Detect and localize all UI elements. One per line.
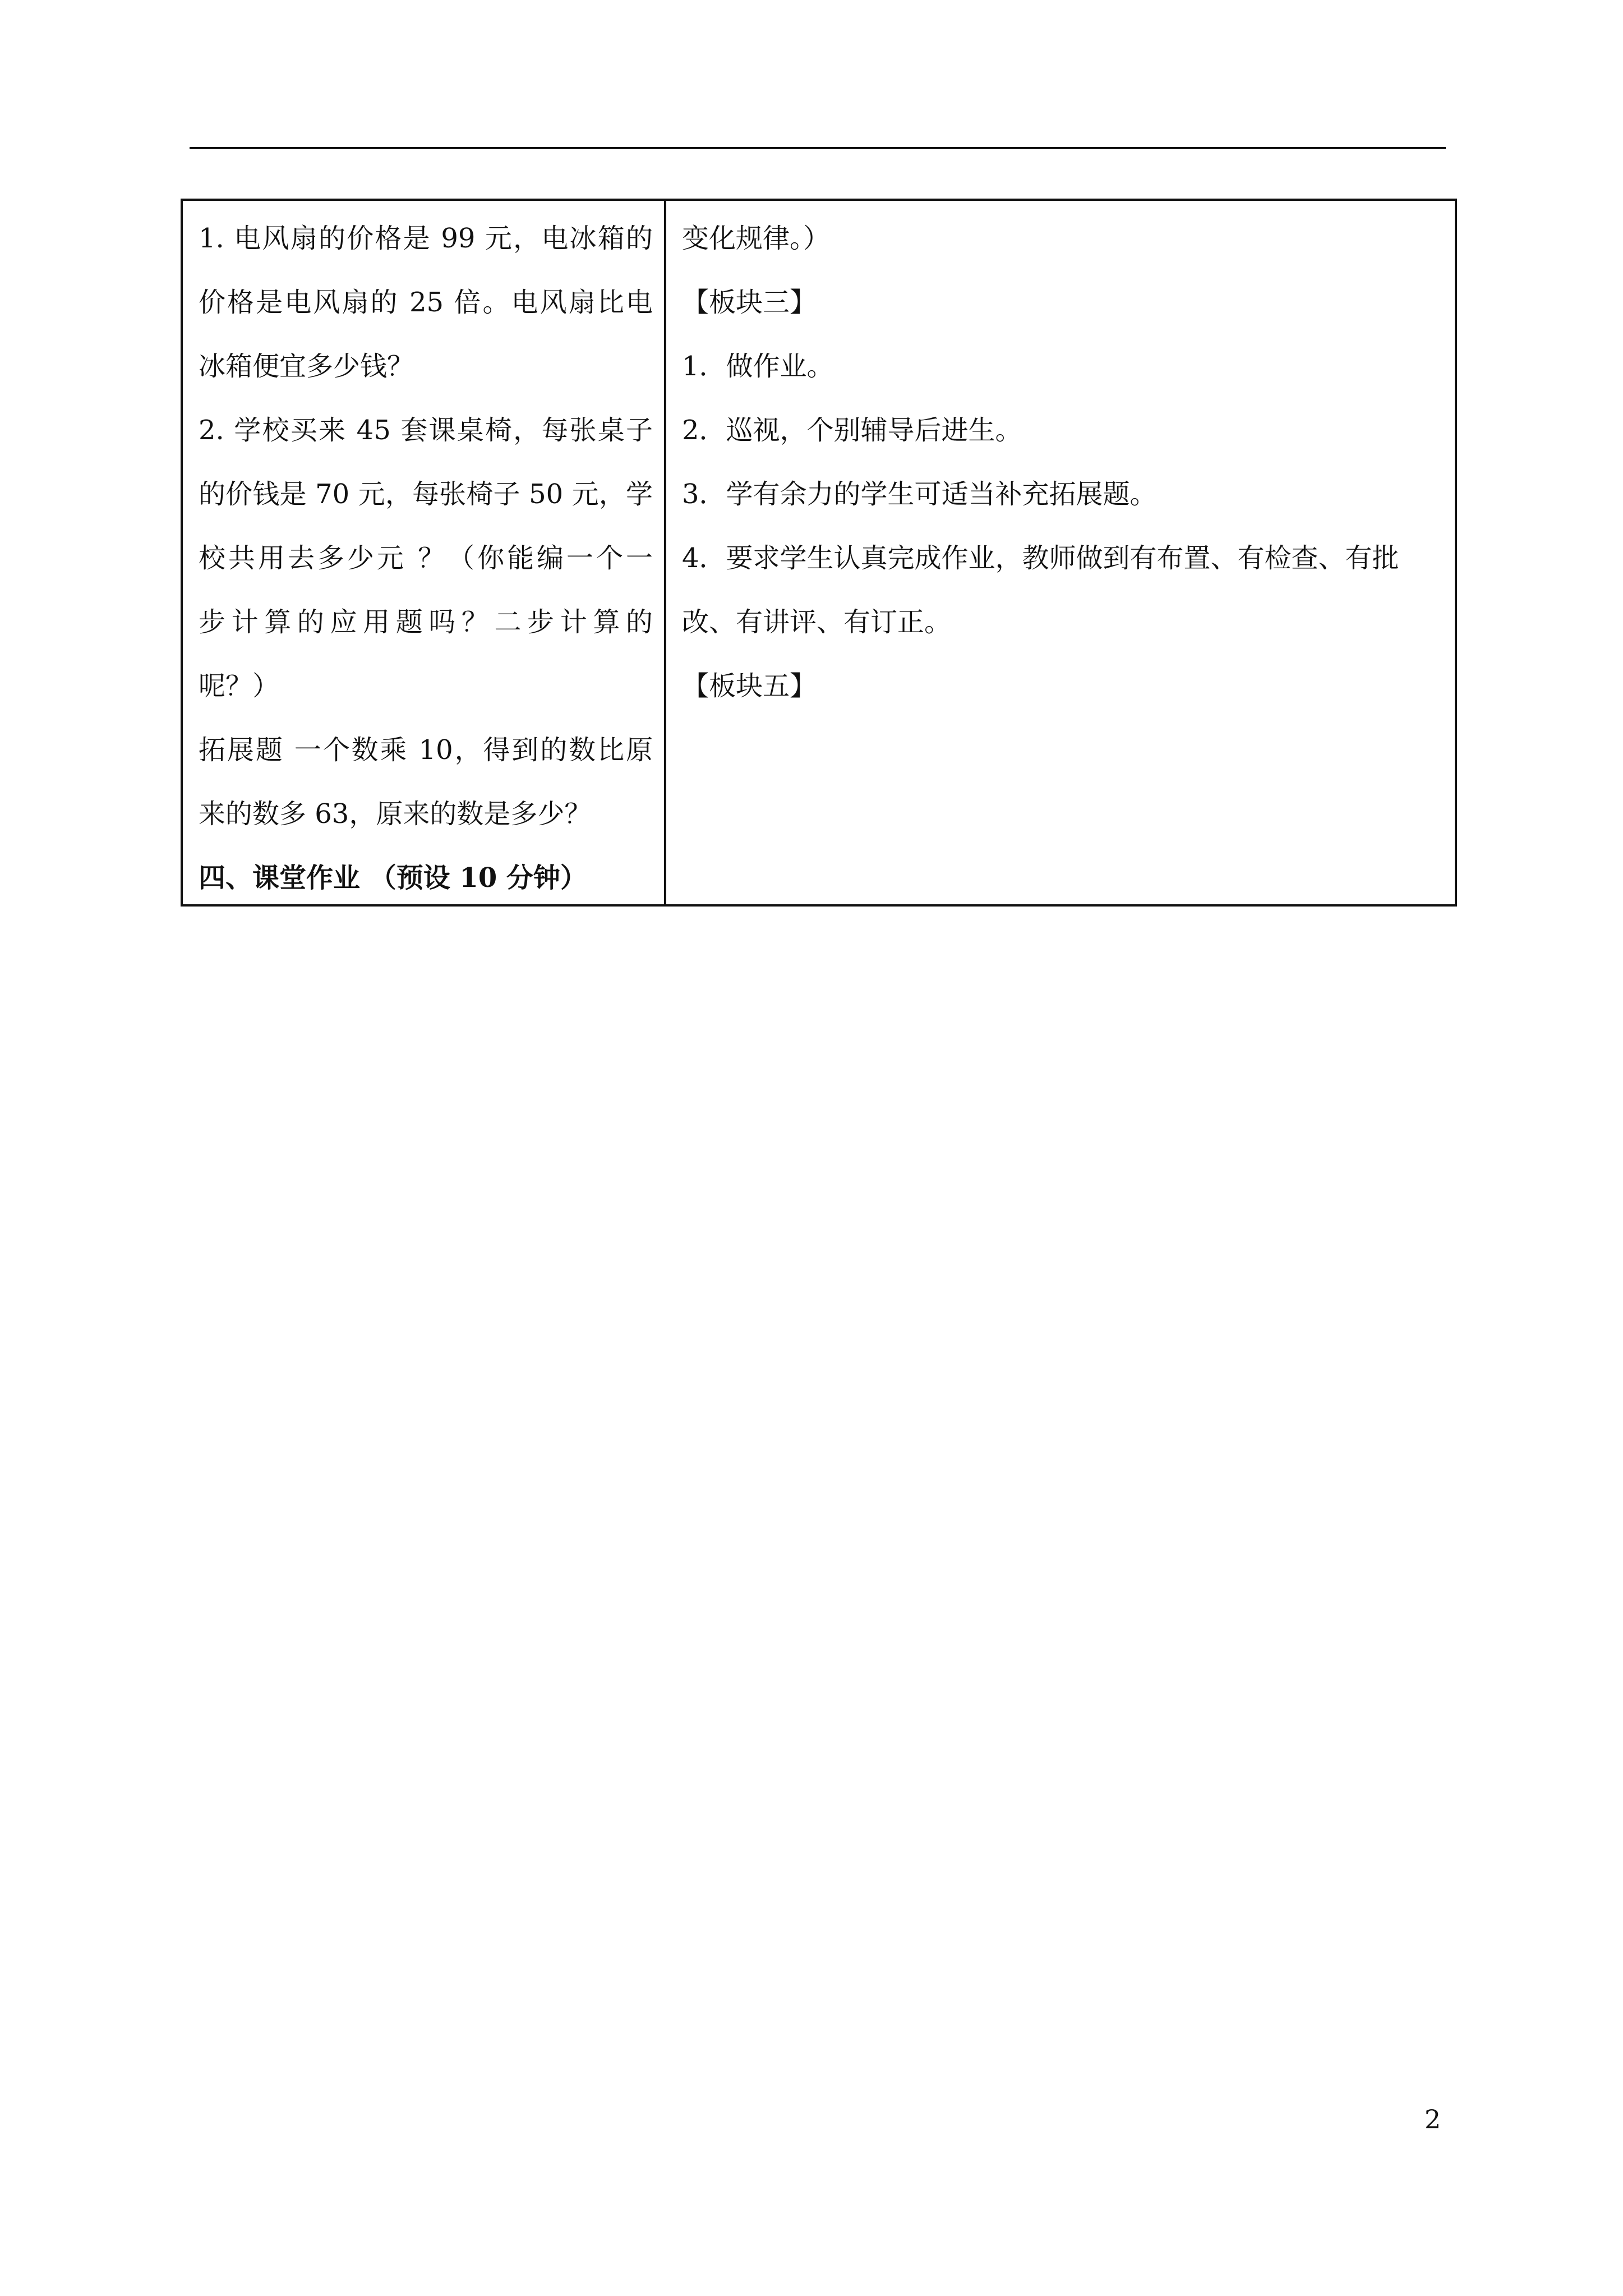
block-heading: 【板块三】 xyxy=(682,287,817,318)
left-line: 拓展题 一个数乘 10，得到的数比原 xyxy=(199,734,653,766)
lesson-plan-table xyxy=(181,199,1457,907)
left-line: 步计算的应用题吗？二步计算的 xyxy=(199,606,653,638)
right-column-cell xyxy=(666,201,1455,904)
left-column-cell xyxy=(183,201,666,904)
header-rule xyxy=(190,147,1446,149)
right-line: 变化规律。） xyxy=(682,223,831,254)
block-heading: 【板块五】 xyxy=(682,670,817,702)
page-number: 2 xyxy=(1424,2104,1441,2134)
left-line: 来的数多 63，原来的数是多少？ xyxy=(199,798,592,830)
left-line: 1. 电风扇的价格是 99 元，电冰箱的 xyxy=(199,223,653,254)
left-line: 冰箱便宜多少钱？ xyxy=(199,351,414,382)
right-line: 1．做作业。 xyxy=(682,351,834,382)
section-heading: 四、课堂作业 （预设 10 分钟） xyxy=(199,862,587,894)
left-line: 呢？） xyxy=(199,670,280,702)
right-line: 4．要求学生认真完成作业，教师做到有布置、有检查、有批 xyxy=(682,542,1399,574)
left-line: 2. 学校买来 45 套课桌椅，每张桌子 xyxy=(199,415,653,446)
left-line: 校共用去多少元 ？（你能编一个一 xyxy=(199,542,653,574)
right-line: 改、有讲评、有订正。 xyxy=(682,606,952,638)
right-line: 3．学有余力的学生可适当补充拓展题。 xyxy=(682,478,1157,510)
right-line: 2．巡视，个别辅导后进生。 xyxy=(682,415,1022,446)
left-line: 价格是电风扇的 25 倍。电风扇比电 xyxy=(199,287,653,318)
left-line: 的价钱是 70 元，每张椅子 50 元，学 xyxy=(199,478,653,510)
